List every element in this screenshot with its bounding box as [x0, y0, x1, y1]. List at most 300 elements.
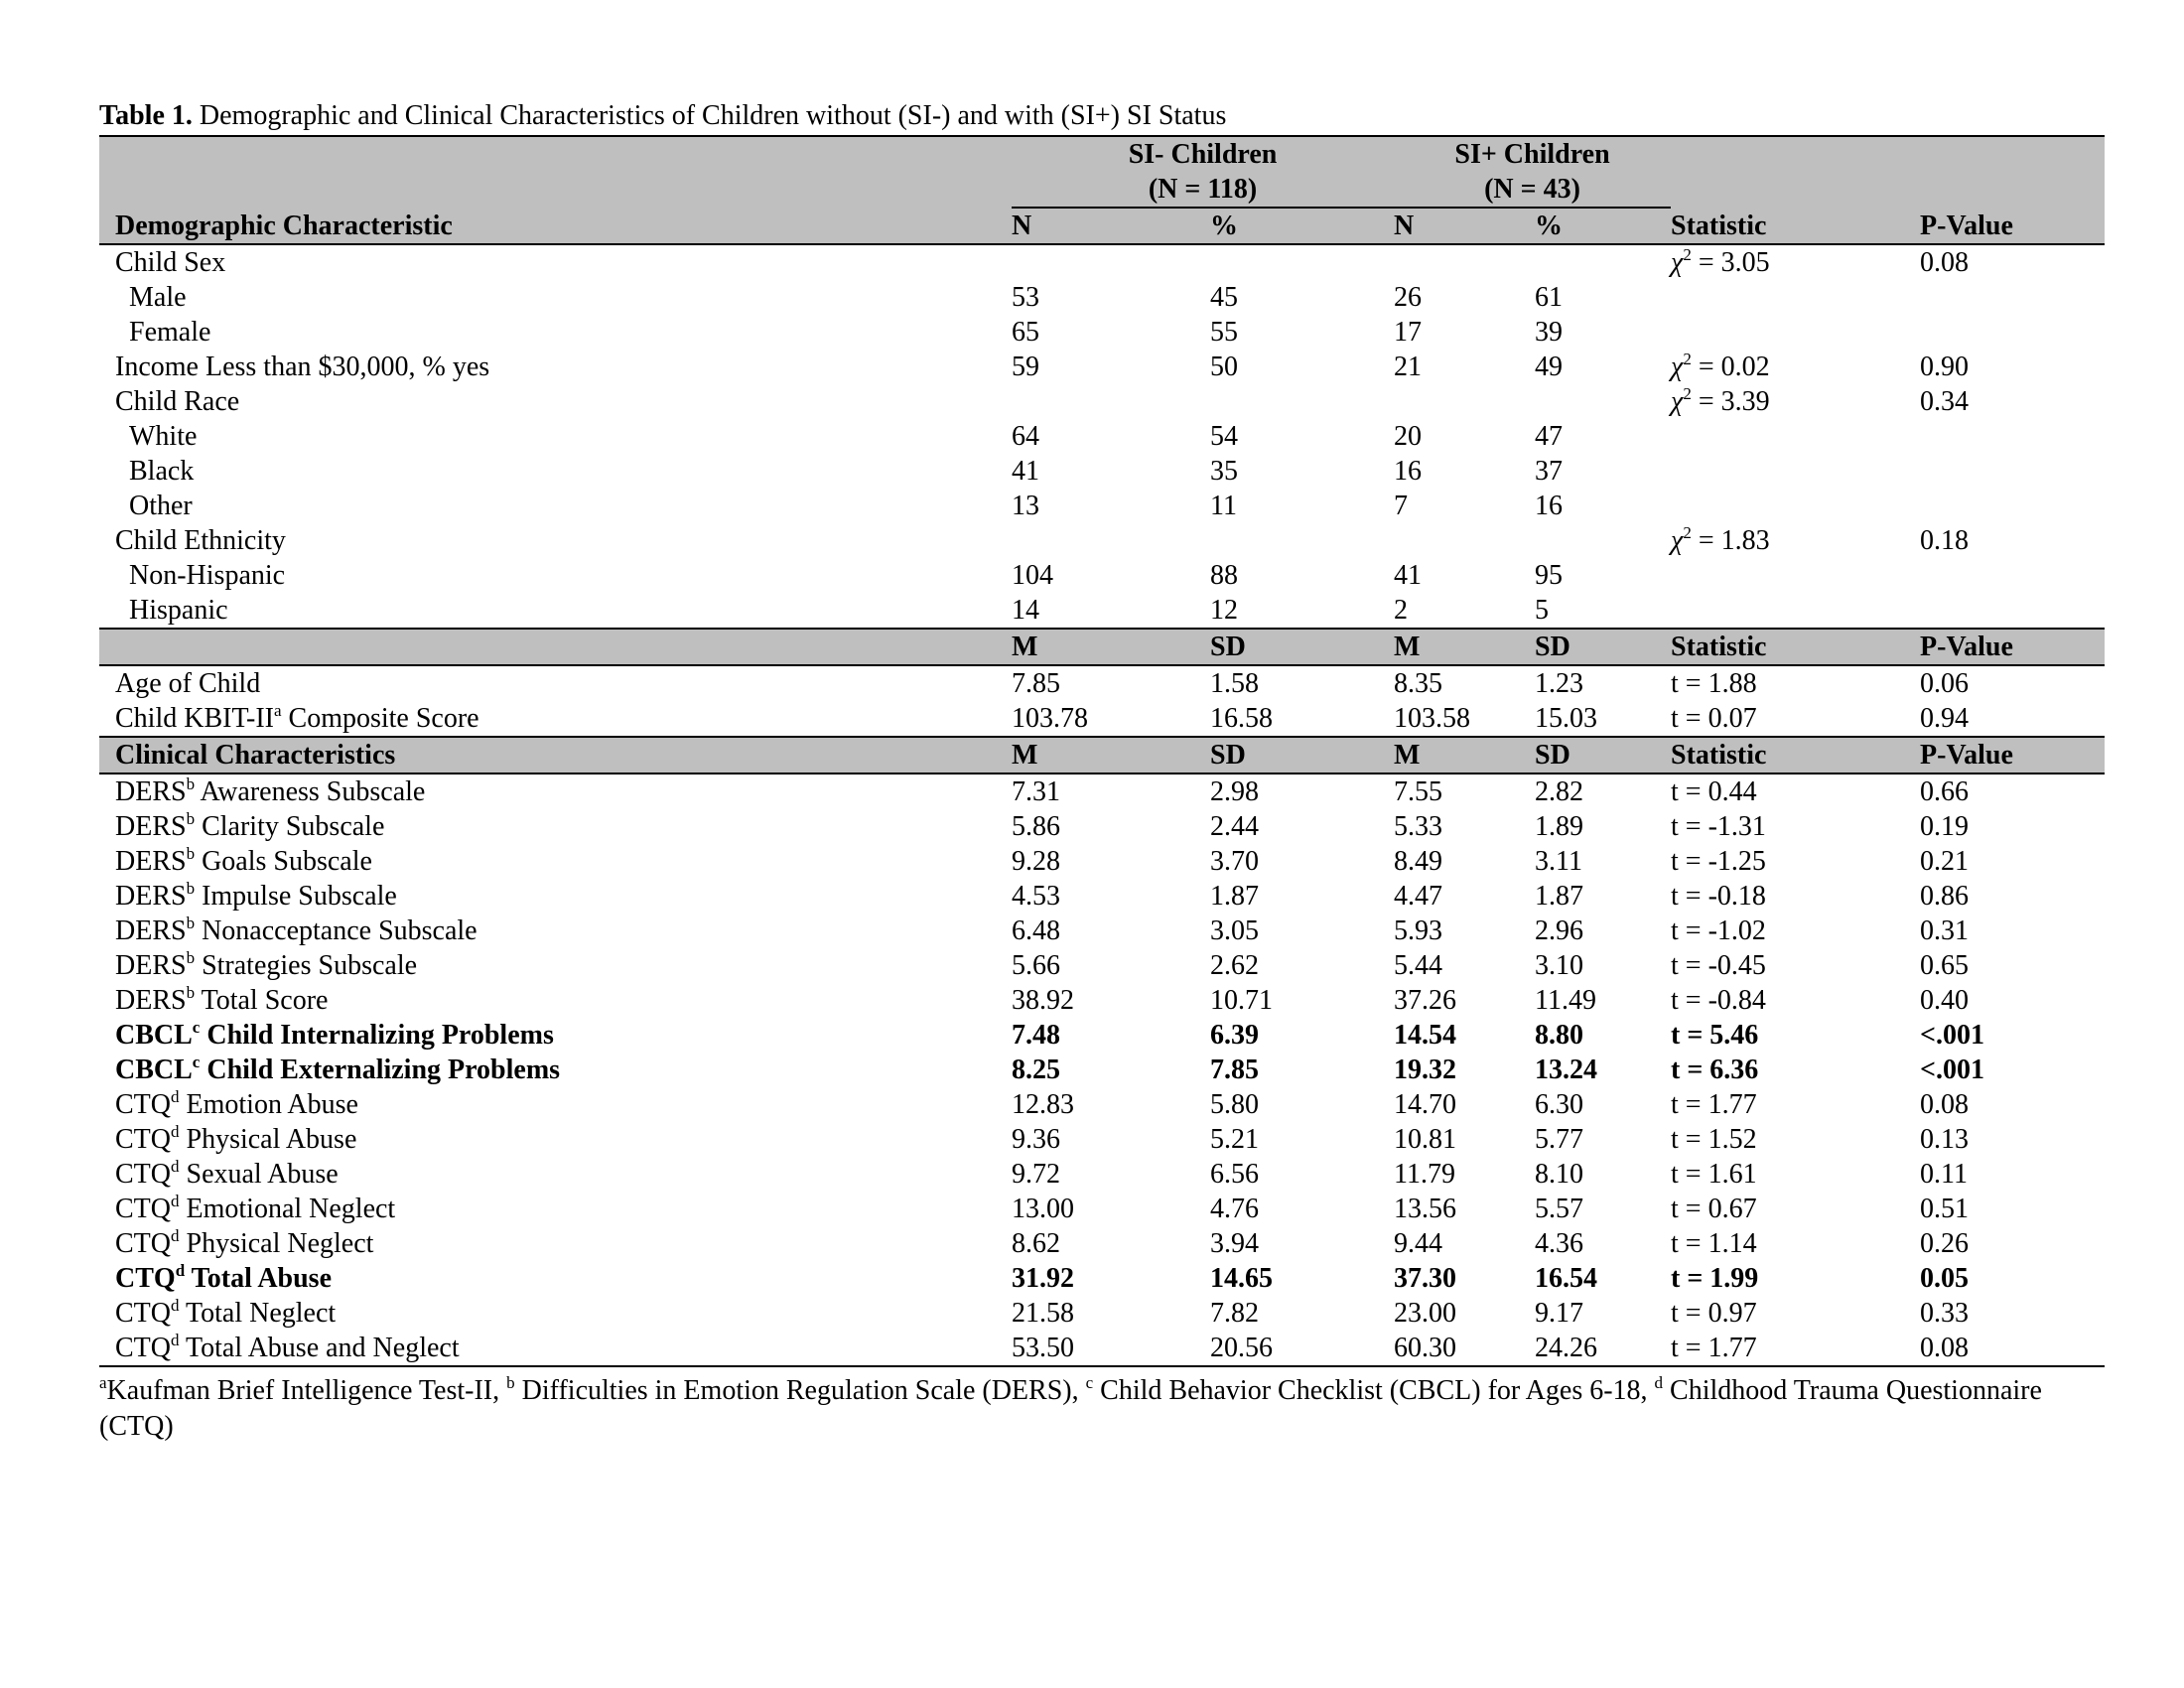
cell-mean-si-minus: 5.86 — [1012, 811, 1060, 842]
cell-sd-si-plus: 2.82 — [1535, 776, 1584, 807]
header-pct-or-sd-si-minus: % — [1210, 208, 1394, 244]
row-label-rest: Total Abuse and Neglect — [179, 1333, 460, 1363]
cell-p-value: 0.06 — [1920, 668, 1970, 699]
table-row — [99, 315, 2105, 350]
cell-sd-si-plus: 9.17 — [1535, 1298, 1584, 1329]
row-label: Child Ethnicity — [115, 525, 286, 556]
cell-pct-si-plus: 47 — [1535, 421, 1564, 452]
row-label — [99, 1226, 1012, 1261]
cell-sd-si-plus: 11.49 — [1535, 985, 1596, 1016]
cell-pct-si-plus — [1535, 384, 1671, 419]
cell-mean-si-plus: 4.47 — [1394, 881, 1443, 912]
row-label — [99, 774, 1012, 809]
cell-mean-si-minus: 6.48 — [1012, 915, 1060, 946]
cell-sd-si-plus: 2.96 — [1535, 915, 1584, 946]
cell-n-si-plus: 21 — [1394, 352, 1423, 382]
table-footnote — [99, 1373, 2115, 1445]
row-label — [99, 1157, 1012, 1192]
row-label-main: DERS — [115, 776, 187, 807]
cell-mean-si-minus: 7.85 — [1012, 668, 1060, 699]
cell-mean-si-plus: 8.49 — [1394, 846, 1443, 877]
chi-square-exponent: 2 — [1683, 350, 1692, 368]
cell-sd-si-minus: 5.80 — [1210, 1089, 1259, 1120]
cell-p-value — [1920, 419, 2105, 454]
row-label-footnote-mark: b — [186, 914, 196, 932]
header-n-or-m-si-plus: N — [1394, 208, 1535, 244]
cell-statistic — [1671, 244, 1920, 280]
chi-square-exponent: 2 — [1683, 523, 1692, 542]
row-label — [99, 1053, 1012, 1087]
cell-sd-si-minus: 16.58 — [1210, 703, 1273, 734]
cell-statistic: t = -0.84 — [1671, 985, 1766, 1016]
table-row — [99, 1261, 2105, 1296]
cell-statistic — [1671, 350, 1920, 384]
row-label — [99, 701, 1012, 737]
cell-statistic: t = -1.02 — [1671, 915, 1766, 946]
row-label-main: CTQ — [115, 1333, 171, 1363]
row-label-footnote-mark: d — [171, 1122, 180, 1141]
row-label: Female — [129, 317, 211, 348]
row-label — [99, 1331, 1012, 1366]
table-row — [99, 1192, 2105, 1226]
row-label-rest: Total Abuse — [185, 1263, 333, 1294]
cell-mean-si-plus: 37.26 — [1394, 985, 1457, 1016]
cell-n-si-minus: 59 — [1012, 352, 1039, 382]
cell-statistic: t = 1.52 — [1671, 1124, 1757, 1155]
table-row — [99, 1157, 2105, 1192]
cell-statistic — [1671, 523, 1920, 558]
group-header-si-minus — [1012, 136, 1394, 208]
cell-mean-si-minus: 21.58 — [1012, 1298, 1074, 1329]
row-label-rest: Physical Abuse — [179, 1124, 357, 1155]
row-label-footnote-mark: d — [171, 1331, 180, 1349]
cell-sd-si-plus: 1.87 — [1535, 881, 1584, 912]
cell-mean-si-plus: 60.30 — [1394, 1331, 1535, 1366]
cell-mean-si-plus: 14.70 — [1394, 1089, 1457, 1120]
cell-sd-si-minus: 7.85 — [1210, 1055, 1259, 1085]
cell-pct-si-plus: 5 — [1535, 593, 1671, 629]
cell-sd-si-minus: 3.94 — [1210, 1228, 1259, 1259]
cell-statistic: t = -1.31 — [1671, 811, 1766, 842]
cell-statistic — [1671, 315, 1920, 350]
cell-mean-si-plus: 13.56 — [1394, 1194, 1457, 1224]
row-label-rest: Emotion Abuse — [179, 1089, 358, 1120]
group-name-si-plus: SI+ Children — [1454, 139, 1610, 170]
cell-mean-si-minus: 12.83 — [1012, 1089, 1074, 1120]
group-n-si-plus: (N = 43) — [1484, 174, 1580, 205]
cell-sd-si-plus: 8.10 — [1535, 1159, 1584, 1190]
table-caption-label: Table 1. — [99, 100, 193, 131]
row-label-footnote-mark: b — [186, 844, 196, 863]
row-label-rest: Emotional Neglect — [179, 1194, 396, 1224]
cell-statistic: t = 1.99 — [1671, 1263, 1759, 1294]
row-label — [99, 809, 1012, 844]
statistic-value: = 3.05 — [1691, 247, 1770, 278]
cell-pct-si-minus: 45 — [1210, 282, 1238, 313]
cell-mean-si-plus: 14.54 — [1394, 1020, 1457, 1051]
table-row — [99, 701, 2105, 737]
header-pct-or-sd-si-minus: SD — [1210, 629, 1394, 665]
header-pct-or-sd-si-minus: SD — [1210, 737, 1394, 774]
table-row — [99, 1087, 2105, 1122]
row-label — [99, 665, 1012, 701]
statistic-value: = 3.39 — [1691, 386, 1770, 417]
cell-mean-si-minus: 53.50 — [1012, 1331, 1210, 1366]
cell-n-si-minus: 14 — [1012, 593, 1210, 629]
row-label-footnote-mark: b — [186, 774, 196, 793]
row-label-main: CTQ — [115, 1263, 176, 1294]
cell-n-si-plus — [1394, 384, 1535, 419]
table-row — [99, 665, 2105, 701]
cell-mean-si-minus: 8.62 — [1012, 1228, 1060, 1259]
cell-n-si-plus — [1394, 523, 1535, 558]
cell-statistic — [1671, 280, 1920, 315]
cell-n-si-minus — [1012, 384, 1210, 419]
table-body — [99, 136, 2105, 1366]
table-row — [99, 879, 2105, 914]
cell-pct-si-minus — [1210, 523, 1394, 558]
table-row — [99, 384, 2105, 419]
row-label-footnote-mark: b — [186, 948, 196, 967]
cell-p-value: 0.31 — [1920, 915, 1970, 946]
row-label-rest: Total Neglect — [179, 1298, 337, 1329]
row-label-main: DERS — [115, 846, 187, 877]
footnote-text: Child Behavior Checklist (CBCL) for Ages 6-18, — [1093, 1375, 1655, 1406]
row-label — [99, 1018, 1012, 1053]
row-label-main: DERS — [115, 985, 187, 1016]
row-label-rest: Child Externalizing Problems — [200, 1055, 561, 1085]
chi-square-exponent: 2 — [1683, 384, 1692, 403]
cell-pct-si-plus: 39 — [1535, 317, 1564, 348]
row-label — [99, 1261, 1012, 1296]
clinical-header-row — [99, 737, 2105, 774]
row-label-rest: Goals Subscale — [195, 846, 372, 877]
header-n-or-m-si-minus: M — [1012, 737, 1210, 774]
cell-mean-si-minus: 13.00 — [1012, 1194, 1074, 1224]
row-label-main: CTQ — [115, 1124, 171, 1155]
cell-statistic — [1671, 454, 1920, 489]
chi-square-symbol: χ — [1671, 247, 1684, 278]
row-label: Male — [129, 282, 187, 313]
cell-mean-si-plus: 19.32 — [1394, 1055, 1457, 1085]
cell-statistic — [1671, 489, 1920, 523]
header-n-or-m-si-plus: M — [1394, 629, 1535, 665]
header-pct-or-sd-si-plus: % — [1535, 208, 1671, 244]
cell-mean-si-plus: 8.35 — [1394, 668, 1443, 699]
row-label — [99, 879, 1012, 914]
cell-sd-si-minus: 2.44 — [1210, 811, 1259, 842]
cell-statistic — [1671, 558, 1920, 593]
cell-n-si-plus: 26 — [1394, 282, 1423, 313]
cell-statistic: t = 1.77 — [1671, 1089, 1757, 1120]
cell-p-value: 0.11 — [1920, 1159, 1968, 1190]
row-label-main: DERS — [115, 881, 187, 912]
row-label-rest: Physical Neglect — [179, 1228, 374, 1259]
cell-p-value: 0.08 — [1920, 247, 1970, 278]
row-label-rest: Clarity Subscale — [195, 811, 385, 842]
row-label-footnote-mark: d — [171, 1296, 180, 1315]
cell-p-value: 0.05 — [1920, 1263, 1970, 1294]
table-caption-text: Demographic and Clinical Characteristics of Children without (SI-) and with (SI+) SI Status — [192, 100, 1227, 131]
cell-n-si-minus: 65 — [1012, 317, 1039, 348]
row-label-main: CTQ — [115, 1194, 171, 1224]
cell-mean-si-plus: 5.44 — [1394, 950, 1443, 981]
cell-sd-si-minus: 1.87 — [1210, 881, 1259, 912]
cell-sd-si-minus: 5.21 — [1210, 1124, 1259, 1155]
row-label: Child Sex — [115, 247, 226, 278]
row-label-main: Child KBIT-II — [115, 703, 274, 734]
header-statistic: Statistic — [1671, 208, 1920, 244]
table-row — [99, 454, 2105, 489]
table-row — [99, 419, 2105, 454]
cell-statistic: t = 1.14 — [1671, 1228, 1757, 1259]
header-label: Demographic Characteristic — [99, 208, 1012, 244]
table-row — [99, 523, 2105, 558]
cell-mean-si-plus: 9.44 — [1394, 1228, 1443, 1259]
cell-n-si-minus: 64 — [1012, 421, 1039, 452]
cell-pct-si-minus — [1210, 244, 1394, 280]
chi-square-exponent: 2 — [1683, 245, 1692, 264]
row-label-main: CTQ — [115, 1089, 171, 1120]
cell-sd-si-plus: 13.24 — [1535, 1055, 1598, 1085]
table-row — [99, 489, 2105, 523]
header-pct-or-sd-si-plus: SD — [1535, 629, 1671, 665]
row-label-main: CBCL — [115, 1020, 193, 1051]
row-label-footnote-mark: b — [186, 809, 196, 828]
table-row — [99, 774, 2105, 809]
cell-sd-si-minus: 7.82 — [1210, 1298, 1259, 1329]
cell-pct-si-minus: 54 — [1210, 421, 1238, 452]
row-label-footnote-mark: b — [186, 879, 196, 898]
cell-p-value: 0.51 — [1920, 1194, 1970, 1224]
row-label-rest: Impulse Subscale — [195, 881, 397, 912]
cell-mean-si-minus: 9.72 — [1012, 1159, 1060, 1190]
row-label-footnote-mark: d — [171, 1157, 180, 1176]
cell-sd-si-plus: 3.10 — [1535, 950, 1584, 981]
cell-p-value — [1920, 315, 2105, 350]
row-label — [99, 1296, 1012, 1331]
cell-p-value: 0.13 — [1920, 1124, 1970, 1155]
cell-statistic: t = 5.46 — [1671, 1020, 1759, 1051]
chi-square-symbol: χ — [1671, 386, 1684, 417]
cell-pct-si-plus — [1535, 523, 1671, 558]
age-header-row — [99, 629, 2105, 665]
row-label: White — [129, 421, 198, 452]
header-p-value: P-Value — [1920, 208, 2105, 244]
cell-mean-si-plus: 5.33 — [1394, 811, 1443, 842]
cell-sd-si-minus: 6.39 — [1210, 1020, 1259, 1051]
footnote-text: Childhood Trauma Questionnaire (CTQ) — [99, 1375, 2042, 1442]
group-header-si-plus — [1394, 136, 1671, 208]
cell-p-value — [1920, 489, 2105, 523]
footnote-text: Difficulties in Emotion Regulation Scale (DERS), — [514, 1375, 1086, 1406]
table-row — [99, 1053, 2105, 1087]
cell-statistic: t = -1.25 — [1671, 846, 1766, 877]
cell-pct-si-minus — [1210, 384, 1394, 419]
row-label-footnote-mark: b — [186, 983, 196, 1002]
cell-p-value: 0.18 — [1920, 525, 1970, 556]
cell-sd-si-minus: 20.56 — [1210, 1331, 1394, 1366]
table-row — [99, 1122, 2105, 1157]
cell-statistic: t = 1.88 — [1671, 668, 1757, 699]
cell-p-value: <.001 — [1920, 1055, 1984, 1085]
cell-pct-si-plus: 95 — [1535, 560, 1564, 591]
cell-p-value: 0.94 — [1920, 703, 1970, 734]
cell-sd-si-plus: 3.11 — [1535, 846, 1582, 877]
cell-pct-si-minus: 12 — [1210, 593, 1394, 629]
cell-n-si-minus: 104 — [1012, 560, 1053, 591]
cell-sd-si-plus: 24.26 — [1535, 1331, 1671, 1366]
header-n-or-m-si-plus: M — [1394, 737, 1535, 774]
footnote-mark: d — [1654, 1373, 1664, 1392]
cell-statistic: t = -0.45 — [1671, 950, 1766, 981]
cell-pct-si-minus: 55 — [1210, 317, 1238, 348]
row-label: Hispanic — [99, 593, 1012, 629]
chi-square-symbol: χ — [1671, 352, 1684, 382]
cell-p-value: 0.08 — [1920, 1089, 1970, 1120]
chi-square-symbol: χ — [1671, 525, 1684, 556]
cell-sd-si-minus: 1.58 — [1210, 668, 1259, 699]
cell-p-value: <.001 — [1920, 1020, 1984, 1051]
cell-statistic — [1671, 384, 1920, 419]
row-label-main: CBCL — [115, 1055, 193, 1085]
row-label-footnote-mark: d — [171, 1192, 180, 1210]
header-n-or-m-si-minus: N — [1012, 208, 1210, 244]
row-label-main: CTQ — [115, 1228, 171, 1259]
cell-p-value — [1920, 280, 2105, 315]
row-label-main: DERS — [115, 811, 187, 842]
row-label — [99, 948, 1012, 983]
table-row — [99, 948, 2105, 983]
table-row — [99, 280, 2105, 315]
cell-statistic — [1671, 419, 1920, 454]
cell-mean-si-plus: 5.93 — [1394, 915, 1443, 946]
table-row — [99, 914, 2105, 948]
table-row — [99, 1226, 2105, 1261]
group-n-si-minus: (N = 118) — [1148, 174, 1258, 205]
cell-sd-si-minus: 14.65 — [1210, 1263, 1273, 1294]
row-label-footnote-mark: d — [171, 1087, 180, 1106]
table-row — [99, 350, 2105, 384]
cell-pct-si-plus: 37 — [1535, 456, 1564, 487]
cell-mean-si-minus: 103.78 — [1012, 703, 1088, 734]
cell-mean-si-plus: 23.00 — [1394, 1298, 1457, 1329]
cell-statistic: t = 0.44 — [1671, 776, 1757, 807]
group-name-si-minus: SI- Children — [1128, 139, 1278, 170]
group-header-row — [99, 136, 2105, 208]
row-label — [99, 1087, 1012, 1122]
cell-statistic — [1671, 593, 1920, 629]
table-caption — [99, 100, 1226, 132]
cell-statistic: t = 0.07 — [1671, 703, 1757, 734]
cell-sd-si-minus: 2.98 — [1210, 776, 1259, 807]
row-label-main: CTQ — [115, 1298, 171, 1329]
cell-sd-si-plus: 8.80 — [1535, 1020, 1584, 1051]
row-label-rest: Strategies Subscale — [195, 950, 418, 981]
characteristics-table — [99, 135, 2105, 1367]
row-label-main: Age of Child — [115, 668, 261, 699]
cell-mean-si-minus: 4.53 — [1012, 881, 1060, 912]
table-row — [99, 593, 2105, 629]
cell-mean-si-minus: 31.92 — [1012, 1263, 1074, 1294]
cell-statistic: t = 1.77 — [1671, 1331, 1920, 1366]
row-label-rest: Child Internalizing Problems — [200, 1020, 554, 1051]
cell-n-si-plus: 2 — [1394, 593, 1535, 629]
row-label: Child Race — [115, 386, 240, 417]
cell-mean-si-minus: 7.48 — [1012, 1020, 1060, 1051]
cell-pct-si-minus: 88 — [1210, 560, 1238, 591]
cell-sd-si-plus: 6.30 — [1535, 1089, 1584, 1120]
table-row — [99, 244, 2105, 280]
cell-n-si-minus: 41 — [1012, 456, 1039, 487]
cell-p-value: 0.26 — [1920, 1228, 1970, 1259]
row-label-rest: Sexual Abuse — [179, 1159, 339, 1190]
cell-p-value — [1920, 593, 2105, 629]
table-row — [99, 1018, 2105, 1053]
row-label: Non-Hispanic — [129, 560, 286, 591]
cell-p-value: 0.86 — [1920, 881, 1970, 912]
cell-statistic: t = -0.18 — [1671, 881, 1766, 912]
row-label-main: DERS — [115, 950, 187, 981]
header-statistic: Statistic — [1671, 629, 1920, 665]
footnote-mark: a — [99, 1373, 107, 1392]
statistic-value: = 0.02 — [1691, 352, 1770, 382]
row-label: Other — [129, 491, 193, 521]
cell-p-value: 0.34 — [1920, 386, 1970, 417]
header-pct-or-sd-si-plus: SD — [1535, 737, 1671, 774]
cell-pct-si-minus: 50 — [1210, 352, 1238, 382]
cell-mean-si-minus: 9.36 — [1012, 1124, 1060, 1155]
footnote-text: Kaufman Brief Intelligence Test-II, — [106, 1375, 507, 1406]
statistic-value: = 1.83 — [1691, 525, 1770, 556]
cell-n-si-minus: 13 — [1012, 491, 1039, 521]
cell-sd-si-minus: 4.76 — [1210, 1194, 1259, 1224]
row-label-footnote-mark: d — [175, 1261, 186, 1280]
cell-sd-si-plus: 1.89 — [1535, 811, 1584, 842]
header-p-value: P-Value — [1920, 629, 2105, 665]
cell-statistic: t = 0.97 — [1671, 1298, 1757, 1329]
cell-statistic: t = 0.67 — [1671, 1194, 1757, 1224]
row-label-footnote-mark: a — [273, 701, 282, 720]
cell-n-si-plus: 17 — [1394, 317, 1423, 348]
cell-p-value: 0.90 — [1920, 352, 1970, 382]
cell-pct-si-minus: 11 — [1210, 491, 1237, 521]
cell-statistic: t = 6.36 — [1671, 1055, 1759, 1085]
row-label-rest: Total Score — [195, 985, 329, 1016]
header-label: Clinical Characteristics — [99, 737, 1012, 774]
cell-mean-si-plus: 10.81 — [1394, 1124, 1457, 1155]
cell-sd-si-plus: 5.57 — [1535, 1194, 1584, 1224]
cell-pct-si-minus: 35 — [1210, 456, 1238, 487]
cell-mean-si-minus: 38.92 — [1012, 985, 1074, 1016]
cell-sd-si-minus: 3.05 — [1210, 915, 1259, 946]
cell-mean-si-minus: 5.66 — [1012, 950, 1060, 981]
cell-n-si-plus: 20 — [1394, 421, 1423, 452]
cell-mean-si-plus: 7.55 — [1394, 776, 1443, 807]
cell-n-si-plus — [1394, 244, 1535, 280]
cell-mean-si-plus: 103.58 — [1394, 703, 1471, 734]
cell-mean-si-minus: 9.28 — [1012, 846, 1060, 877]
cell-mean-si-plus: 37.30 — [1394, 1263, 1457, 1294]
cell-n-si-plus: 7 — [1394, 491, 1409, 521]
header-p-value: P-Value — [1920, 737, 2105, 774]
row-label: Income Less than $30,000, % yes — [115, 352, 490, 382]
cell-mean-si-plus: 11.79 — [1394, 1159, 1455, 1190]
row-label-rest: Awareness Subscale — [195, 776, 426, 807]
cell-n-si-minus — [1012, 244, 1210, 280]
cell-n-si-minus: 53 — [1012, 282, 1039, 313]
row-label — [99, 844, 1012, 879]
